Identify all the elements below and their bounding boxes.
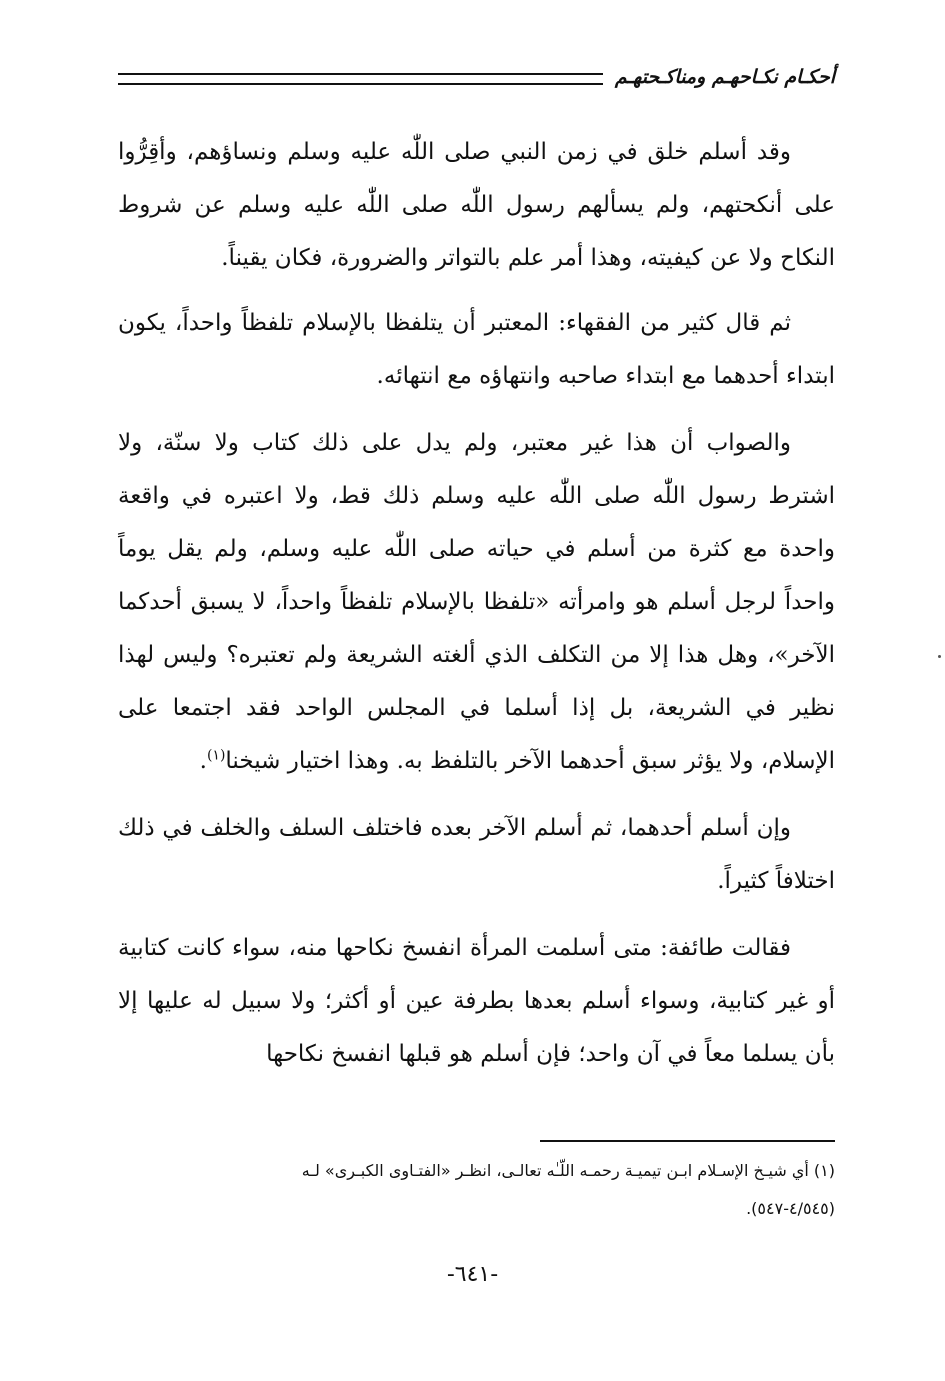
paragraph: وإن أسلم أحدهما، ثم أسلم الآخر بعده فاختلف السلف والخلف في ذلك اختلافاً كثيراً.: [118, 815, 835, 894]
footnote-text: (١) أي شيـخ الإسـلام ابـن تيميـة رحمـه اللّـٰه تعالـى، انظـر «الفتـاوى الكبـرى» لـه: [301, 1161, 835, 1180]
paragraph: ثم قال كثير من الفقهاء: المعتبر أن يتلفظا بالإسلام تلفظاً واحداً، يكون ابتداء أحدهما مع ابتداء صاحبه وانتهاؤه مع انتهائه.: [118, 310, 835, 389]
footnote-separator: [540, 1140, 835, 1142]
footnote-reference[interactable]: (١): [206, 747, 226, 764]
running-header: [118, 62, 835, 92]
page-number: -٦٤١-: [446, 1262, 499, 1287]
paragraph-text: والصواب أن هذا غير معتبر، ولم يدل على ذلك كتاب ولا سنّة، ولا اشترط رسول اللّٰه صلى اللّٰه عليه وسلم ذلك قط، ولا اعتبره في واقعة واحدة مع كثرة من أسلم في حياته صلى اللّٰه عليه وسلم، ولم يقل يوماً واحداً لرجل أسلم هو وامرأته «تلفظا بالإسلام تلفظاً واحداً، لا يسبق أحدكما الآخر»، وهل هذا إلا من التكلف الذي ألغته الشريعة ولم تعتبره؟ وليس لهذا نظير في الشريعة، بل إذا أسلما في المجلس الواحد فقد اجتمعا على الإسلام، ولا يؤثر سبق أحدهما الآخر بالتلفظ به. وهذا اختيار شيخنا: [118, 430, 835, 774]
scan-mark: [938, 655, 941, 658]
footnotes: [118, 1152, 835, 1228]
running-header-title: أحكـام نكـاحهـم ومناكـحتهـم: [614, 66, 835, 88]
body-text: [118, 126, 835, 1095]
paragraph: [118, 417, 835, 788]
paragraph-end-punctuation: .: [199, 748, 207, 774]
header-double-rule: [118, 73, 603, 85]
footnote-text: (٤/٥٤٥-٥٤٧).: [746, 1199, 835, 1218]
paragraph: فقالت طائفة: متى أسلمت المرأة انفسخ نكاحها منه، سواء كانت كتابية أو غير كتابية، وسواء أسلم بعدها بطرفة عين أو أكثر؛ ولا سبيل له عليها إلا بأن يسلما معاً في آن واحد؛ فإن أسلم هو قبلها انفسخ نكاحها: [118, 935, 835, 1067]
paragraph: وقد أسلم خلق في زمن النبي صلى اللّٰه عليه وسلم ونساؤهم، وأقِرُّوا على أنكحتهم، ولم يسألهم رسول اللّٰه صلى اللّٰه عليه وسلم عن شروط النكاح ولا عن كيفيته، وهذا أمر علم بالتواتر والضرورة، فكان يقيناً.: [118, 139, 835, 271]
